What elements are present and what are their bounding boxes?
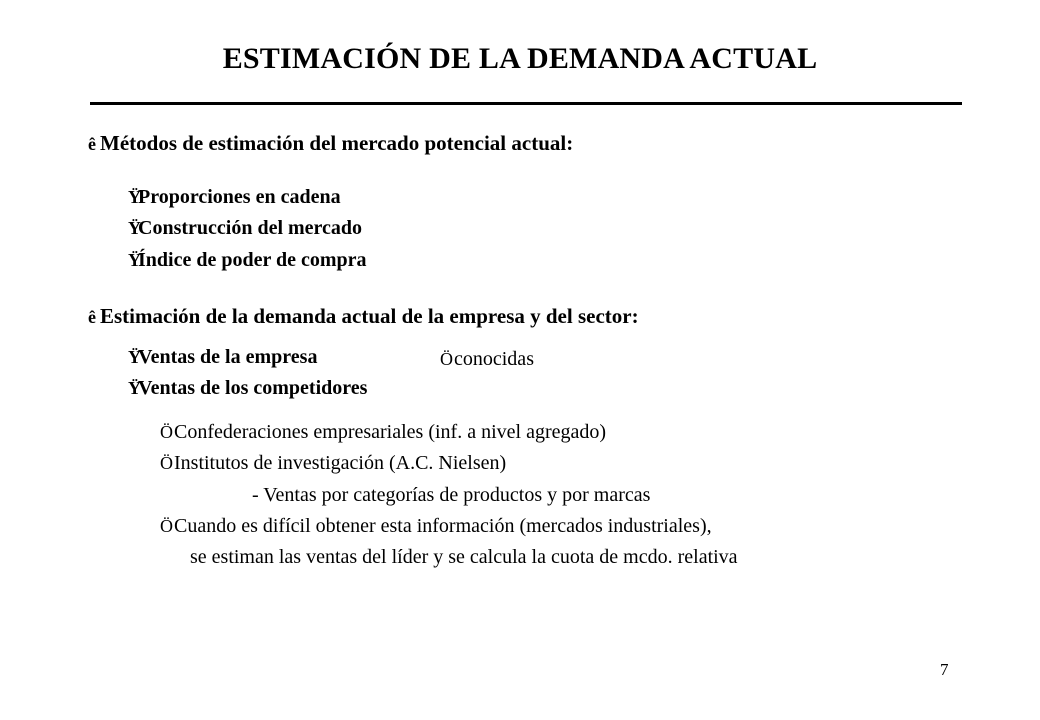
page-number: 7 <box>940 660 949 679</box>
list-item-label: Ventas de la empresa <box>138 346 318 368</box>
section1-heading: Métodos de estimación del mercado potencial actual: <box>100 131 574 155</box>
list-item <box>128 377 367 400</box>
arrow-bullet-icon: Ö <box>440 349 453 369</box>
check-bullet-icon: Ÿ <box>128 347 141 367</box>
sub-list-item <box>160 421 606 444</box>
arrow-bullet-icon: Ö <box>160 516 173 536</box>
chevron-bullet-icon: ê <box>88 307 96 327</box>
conocidas-label: conocidas <box>454 348 534 370</box>
check-bullet-icon: Ÿ <box>128 218 141 238</box>
section2-heading-row <box>88 304 639 329</box>
sub-list-item <box>160 452 506 475</box>
list-item-label: Ventas de los competidores <box>138 377 368 399</box>
list-item <box>128 186 341 209</box>
title-divider <box>90 102 962 105</box>
sub-list-item-label: Cuando es difícil obtener esta información (mercados industriales), <box>174 515 712 537</box>
chevron-bullet-icon: ê <box>88 134 96 154</box>
list-item <box>128 346 317 369</box>
check-bullet-icon: Ÿ <box>128 187 141 207</box>
section1-heading-row <box>88 131 573 156</box>
sub-list-item <box>160 515 712 538</box>
arrow-bullet-icon: Ö <box>160 422 173 442</box>
list-item-label: Construcción del mercado <box>138 217 363 239</box>
sub-list-item-label: Confederaciones empresariales (inf. a nivel agregado) <box>174 421 607 443</box>
list-item <box>128 217 362 240</box>
sub-list-item-continuation: se estiman las ventas del líder y se calcula la cuota de mcdo. relativa <box>190 546 738 568</box>
section2-heading: Estimación de la demanda actual de la empresa y del sector: <box>100 304 639 328</box>
check-bullet-icon: Ÿ <box>128 378 141 398</box>
sub-list-item-label: Institutos de investigación (A.C. Nielsen) <box>174 452 507 474</box>
page-title: ESTIMACIÓN DE LA DEMANDA ACTUAL <box>222 42 818 75</box>
list-item-label: Índice de poder de compra <box>138 249 367 271</box>
institutos-detail: - Ventas por categorías de productos y por marcas <box>252 484 651 506</box>
conocidas-note <box>440 348 534 371</box>
arrow-bullet-icon: Ö <box>160 453 173 473</box>
check-bullet-icon: Ÿ <box>128 250 141 270</box>
list-item <box>128 249 367 272</box>
list-item-label: Proporciones en cadena <box>138 186 341 208</box>
